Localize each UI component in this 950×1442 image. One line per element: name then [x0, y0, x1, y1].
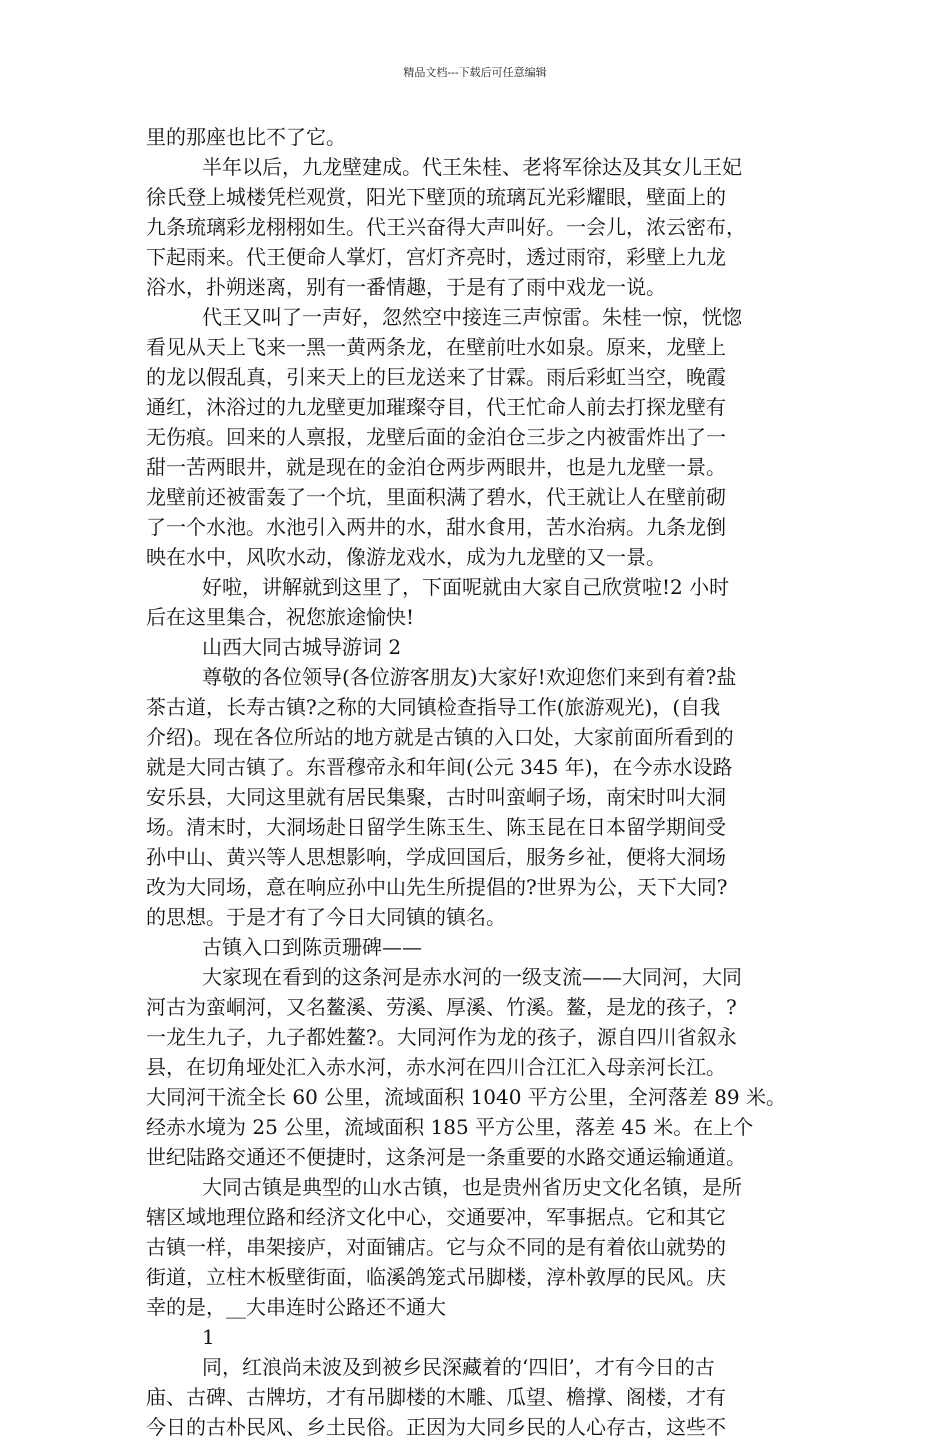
text-line: 同，红浪尚未波及到被乡民深藏着的‘四旧’，才有今日的古 — [202, 1355, 715, 1379]
text-line: 庙、古碑、古牌坊，才有吊脚楼的木雕、瓜望、檐撑、阁楼，才有 — [146, 1385, 726, 1409]
text-line: 甜一苦两眼井，就是现在的金泊仓两步两眼井，也是九龙壁一景。 — [146, 455, 726, 479]
text-line: 世纪陆路交通还不便捷时，这条河是一条重要的水路交通运输通道。 — [146, 1145, 746, 1169]
text-line: 大家现在看到的这条河是赤水河的一级支流——大同河，大同 — [202, 965, 742, 989]
text-line: 古镇一样，串架接庐，对面铺店。它与众不同的是有着依山就势的 — [146, 1235, 726, 1259]
text-line: 就是大同古镇了。东晋穆帝永和年间(公元 345 年)，在今赤水设路 — [146, 755, 733, 779]
text-line: 大同古镇是典型的山水古镇，也是贵州省历史文化名镇，是所 — [202, 1175, 742, 1199]
text-line: 看见从天上飞来一黑一黄两条龙，在壁前吐水如泉。原来，龙壁上 — [146, 335, 726, 359]
text-line: 的思想。于是才有了今日大同镇的镇名。 — [146, 905, 506, 929]
text-line: 古镇入口到陈贡珊碑—— — [202, 935, 422, 959]
text-line: 的龙以假乱真，引来天上的巨龙送来了甘霖。雨后彩虹当空，晚霞 — [146, 365, 726, 389]
text-line: 通红，沐浴过的九龙壁更加璀璨夺目，代王忙命人前去打探龙壁有 — [146, 395, 726, 419]
text-line: 大同河干流全长 60 公里，流域面积 1040 平方公里，全河落差 89 米。 — [146, 1085, 786, 1109]
text-line: 安乐县，大同这里就有居民集聚，古时叫蛮峒子场，南宋时叫大洞 — [146, 785, 726, 809]
text-line: 下起雨来。代王便命人掌灯，宫灯齐亮时，透过雨帘，彩壁上九龙 — [146, 245, 726, 269]
page-header: 精品文档---下载后可任意编辑 — [403, 66, 547, 79]
text-line: 半年以后，九龙壁建成。代王朱桂、老将军徐达及其女儿王妃 — [202, 155, 742, 179]
text-line: 幸的是，__大串连时公路还不通大 — [146, 1295, 446, 1319]
text-line: 孙中山、黄兴等人思想影响，学成回国后，服务乡祉，便将大洞场 — [146, 845, 726, 869]
text-line: 浴水，扑朔迷离，别有一番情趣，于是有了雨中戏龙一说。 — [146, 275, 666, 299]
text-line: 九条琉璃彩龙栩栩如生。代王兴奋得大声叫好。一会儿，浓云密布， — [146, 215, 746, 239]
text-line: 龙壁前还被雷轰了一个坑，里面积满了碧水，代王就让人在壁前砌 — [146, 485, 726, 509]
text-line: 好啦，讲解就到这里了，下面呢就由大家自己欣赏啦!2 小时 — [202, 575, 730, 599]
text-line: 经赤水境为 25 公里，流域面积 185 平方公里，落差 45 米。在上个 — [146, 1115, 754, 1139]
text-line: 里的那座也比不了它。 — [146, 125, 346, 149]
text-line: 场。清末时，大洞场赴日留学生陈玉生、陈玉昆在日本留学期间受 — [146, 815, 726, 839]
text-line: 山西大同古城导游词 2 — [202, 635, 402, 659]
text-line: 尊敬的各位领导(各位游客朋友)大家好!欢迎您们来到有着?盐 — [202, 665, 737, 689]
text-line: 映在水中，风吹水动，像游龙戏水，成为九龙壁的又一景。 — [146, 545, 666, 569]
text-line: 代王又叫了一声好，忽然空中接连三声惊雷。朱桂一惊，恍惚 — [202, 305, 742, 329]
text-line: 辖区域地理位路和经济文化中心，交通要冲，军事据点。它和其它 — [146, 1205, 726, 1229]
text-line: 无伤痕。回来的人禀报，龙壁后面的金泊仓三步之内被雷炸出了一 — [146, 425, 726, 449]
document-body — [146, 122, 826, 1442]
text-line: 了一个水池。水池引入两井的水，甜水食用，苦水治病。九条龙倒 — [146, 515, 726, 539]
text-line: 后在这里集合，祝您旅途愉快! — [146, 605, 415, 629]
text-line: 今日的古朴民风、乡土民俗。正因为大同乡民的人心存古，这些不 — [146, 1415, 726, 1439]
text-line: 一龙生九子，九子都姓鳌?。大同河作为龙的孩子，源自四川省叙永 — [146, 1025, 737, 1049]
text-line: 介绍)。现在各位所站的地方就是古镇的入口处，大家前面所看到的 — [146, 725, 734, 749]
text-line: 茶古道，长寿古镇?之称的大同镇检查指导工作(旅游观光)，(自我 — [146, 695, 721, 719]
text-line: 县，在切角垭处汇入赤水河，赤水河在四川合江汇入母亲河长江。 — [146, 1055, 726, 1079]
text-line: 徐氏登上城楼凭栏观赏，阳光下壁顶的琉璃瓦光彩耀眼，壁面上的 — [146, 185, 726, 209]
text-line: 河古为蛮峒河，又名鳌溪、劳溪、厚溪、竹溪。鳌，是龙的孩子，? — [146, 995, 737, 1019]
text-line: 改为大同场，意在响应孙中山先生所提倡的?世界为公，天下大同? — [146, 875, 728, 899]
text-line: 1 — [202, 1325, 215, 1349]
text-line: 街道，立柱木板壁街面，临溪鸽笼式吊脚楼，淳朴敦厚的民风。庆 — [146, 1265, 726, 1289]
